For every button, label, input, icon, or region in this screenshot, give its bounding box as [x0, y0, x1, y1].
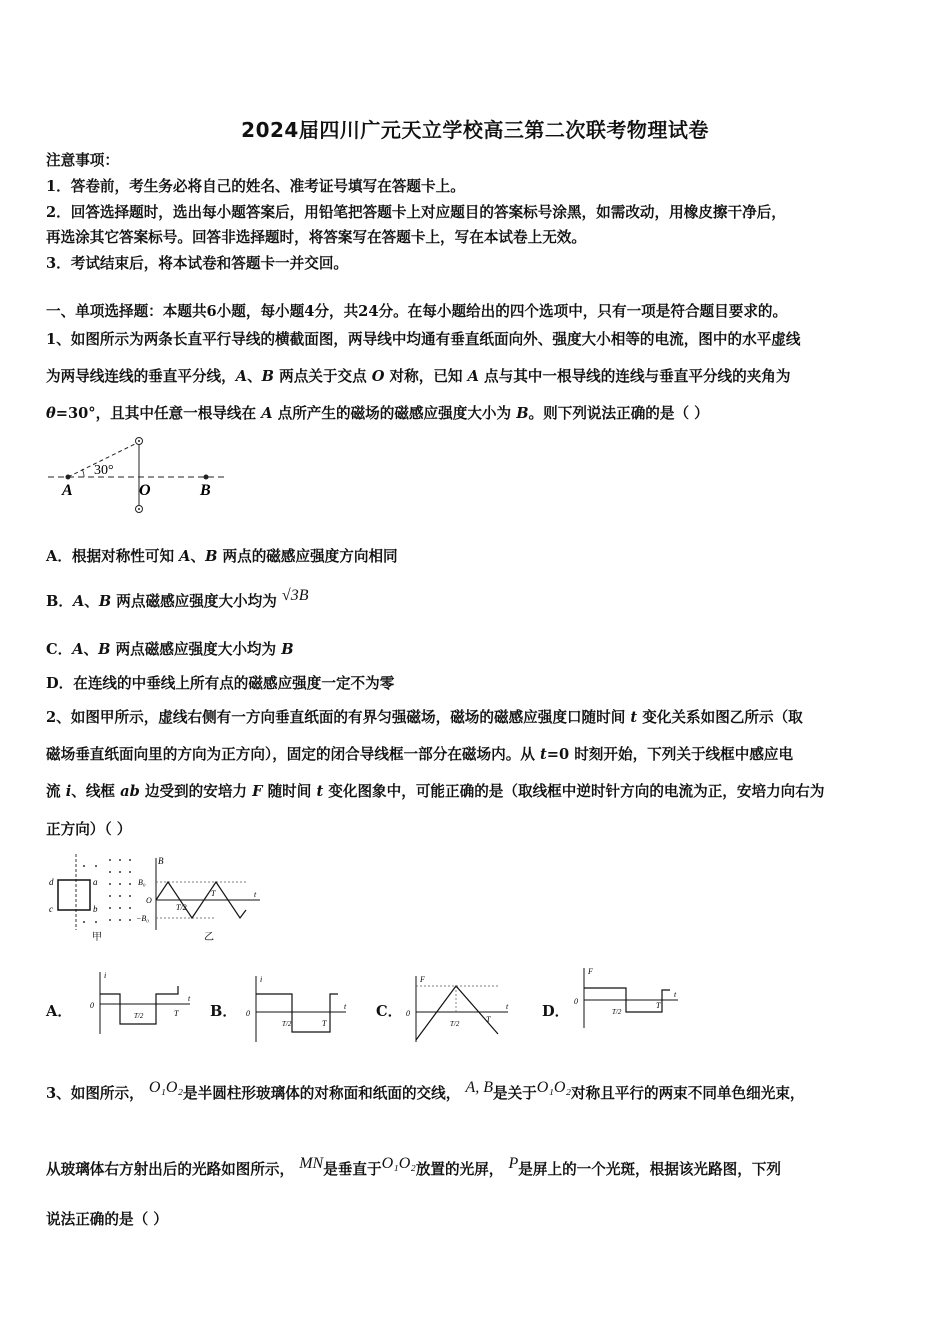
svg-text:T/2: T/2 — [176, 903, 187, 912]
q1-point-a — [66, 475, 71, 480]
q1-line-1: 1、如图所示为两条长直平行导线的横截面图，两导线中均通有垂直纸面向外、强度大小相等的电流，图中的水平虚线 — [46, 331, 801, 348]
q2-option-d-graph[interactable] — [570, 964, 684, 1030]
q2-option-c-curve — [416, 986, 498, 1040]
q2-option-a-graph[interactable] — [86, 968, 196, 1038]
svg-text:T: T — [211, 889, 216, 898]
svg-text:t: t — [344, 1002, 347, 1011]
q1-point-b — [204, 475, 209, 480]
q2-option-c-graph[interactable] — [402, 972, 514, 1044]
notice-item-1: 1．答卷前，考生务必将自己的姓名、准考证号填写在答题卡上。 — [46, 178, 465, 195]
svg-text:B₀: B₀ — [138, 878, 146, 887]
notice-item-2-cont: 再选涂其它答案标号。回答非选择题时，将答案写在答题卡上，写在本试卷上无效。 — [46, 229, 586, 246]
q1-option-b[interactable]: B．A、B 两点磁感应强度大小均为 √3B — [46, 587, 309, 610]
q2-caption-yi: 乙 — [204, 932, 214, 942]
svg-text:F: F — [420, 975, 425, 984]
q2-figure-jia — [44, 852, 134, 942]
svg-text:t: t — [254, 890, 257, 899]
notice-heading: 注意事项： — [46, 152, 119, 169]
q1-option-d[interactable]: D．在连线的中垂线上所有点的磁感应强度一定不为零 — [46, 675, 395, 692]
q1-option-c[interactable]: C．A、B 两点磁感应强度大小均为 B — [46, 641, 294, 658]
svg-text:T/2: T/2 — [282, 1020, 292, 1028]
q1-figure — [44, 432, 234, 518]
q2-option-c-label[interactable]: C． — [376, 1003, 403, 1020]
svg-text:d: d — [49, 877, 54, 887]
q2-figure-yi — [136, 852, 266, 942]
q2-line-1: 2、如图甲所示，虚线右侧有一方向垂直纸面的有界匀强磁场，磁场的磁感应强度口随时间 t 变化关系如图乙所示（取 — [46, 709, 803, 726]
q2-line-3: 流 i、线框 ab 边受到的安培力 F 随时间 t 变化图象中，可能正确的是（取线框中逆时针方向的电流为正，安培力向右为 — [46, 783, 825, 800]
q2-option-a-label[interactable]: A． — [46, 1003, 72, 1020]
svg-text:−B₀: −B₀ — [136, 914, 150, 923]
svg-text:0: 0 — [90, 1001, 94, 1010]
q2-caption-jia: 甲 — [92, 932, 102, 942]
svg-text:0: 0 — [574, 997, 578, 1006]
svg-text:T/2: T/2 — [450, 1020, 460, 1028]
section-heading: 一、单项选择题：本题共6小题，每小题4分，共24分。在每小题给出的四个选项中，只有一项是符合题目要求的。 — [46, 303, 788, 320]
svg-text:F: F — [588, 967, 593, 976]
q1-label-a: A — [62, 482, 73, 499]
svg-text:0: 0 — [246, 1009, 250, 1018]
svg-text:a: a — [93, 877, 98, 887]
q1-angle-label: 30° — [94, 463, 114, 478]
q2-line-4: 正方向）（ ） — [46, 821, 132, 838]
svg-text:T: T — [322, 1019, 327, 1028]
svg-text:T: T — [486, 1015, 491, 1024]
svg-text:b: b — [93, 904, 98, 914]
q1-line-2: 为两导线连线的垂直平分线，A、B 两点关于交点 O 对称，已知 A 点与其中一根导线的连线与垂直平分线的夹角为 — [46, 368, 791, 385]
q3-line-3: 说法正确的是（ ） — [46, 1211, 168, 1228]
svg-text:c: c — [49, 904, 53, 914]
svg-text:t: t — [674, 990, 677, 999]
q2-line-2: 磁场垂直纸面向里的方向为正方向），固定的闭合导线框一部分在磁场内。从 t=0 时刻开始，下列关于线框中感应电 — [46, 746, 794, 763]
svg-text:B: B — [158, 856, 164, 866]
page-title: 2024届四川广元天立学校高三第二次联考物理试卷 — [241, 118, 709, 142]
q1-option-a[interactable]: A．根据对称性可知 A、B 两点的磁感应强度方向相同 — [46, 548, 398, 565]
svg-text:T/2: T/2 — [134, 1012, 144, 1020]
svg-text:T/2: T/2 — [612, 1008, 622, 1016]
q1-label-o: O — [139, 482, 151, 499]
svg-text:O: O — [146, 896, 152, 905]
svg-text:T: T — [174, 1009, 179, 1018]
q3-line-1: 3、如图所示， O₁O₂是半圆柱形玻璃体的对称面和纸面的交线， A, B是关于O₁O₂对称且平行的两束不同单色细光束， — [46, 1079, 805, 1102]
q2-option-d-label[interactable]: D． — [542, 1003, 570, 1020]
q2-option-b-label[interactable]: B． — [210, 1003, 237, 1020]
svg-text:i: i — [104, 971, 107, 980]
q2-wire-frame — [58, 880, 90, 910]
svg-text:0: 0 — [406, 1009, 410, 1018]
q1-label-b: B — [200, 482, 211, 499]
svg-text:i: i — [260, 975, 263, 984]
q2-option-b-graph[interactable] — [242, 972, 352, 1044]
q1-sqrt3b: √3B — [281, 587, 309, 604]
notice-item-3: 3．考试结束后，将本试卷和答题卡一并交回。 — [46, 255, 349, 272]
notice-item-2: 2．回答选择题时，选出每小题答案后，用铅笔把答题卡上对应题目的答案标号涂黑，如需改动，用橡皮擦干净后， — [46, 204, 786, 221]
q3-line-2: 从玻璃体右方射出后的光路如图所示， MN是垂直于O₁O₂放置的光屏， P是屏上的一个光斑，根据该光路图，下列 — [46, 1155, 781, 1178]
svg-text:t: t — [506, 1002, 509, 1011]
svg-text:T: T — [656, 1001, 661, 1010]
svg-text:t: t — [188, 994, 191, 1003]
q1-line-3: θ=30°，且其中任意一根导线在 A 点所产生的磁场的磁感应强度大小为 B。则下列说法正确的是（ ） — [46, 405, 709, 422]
